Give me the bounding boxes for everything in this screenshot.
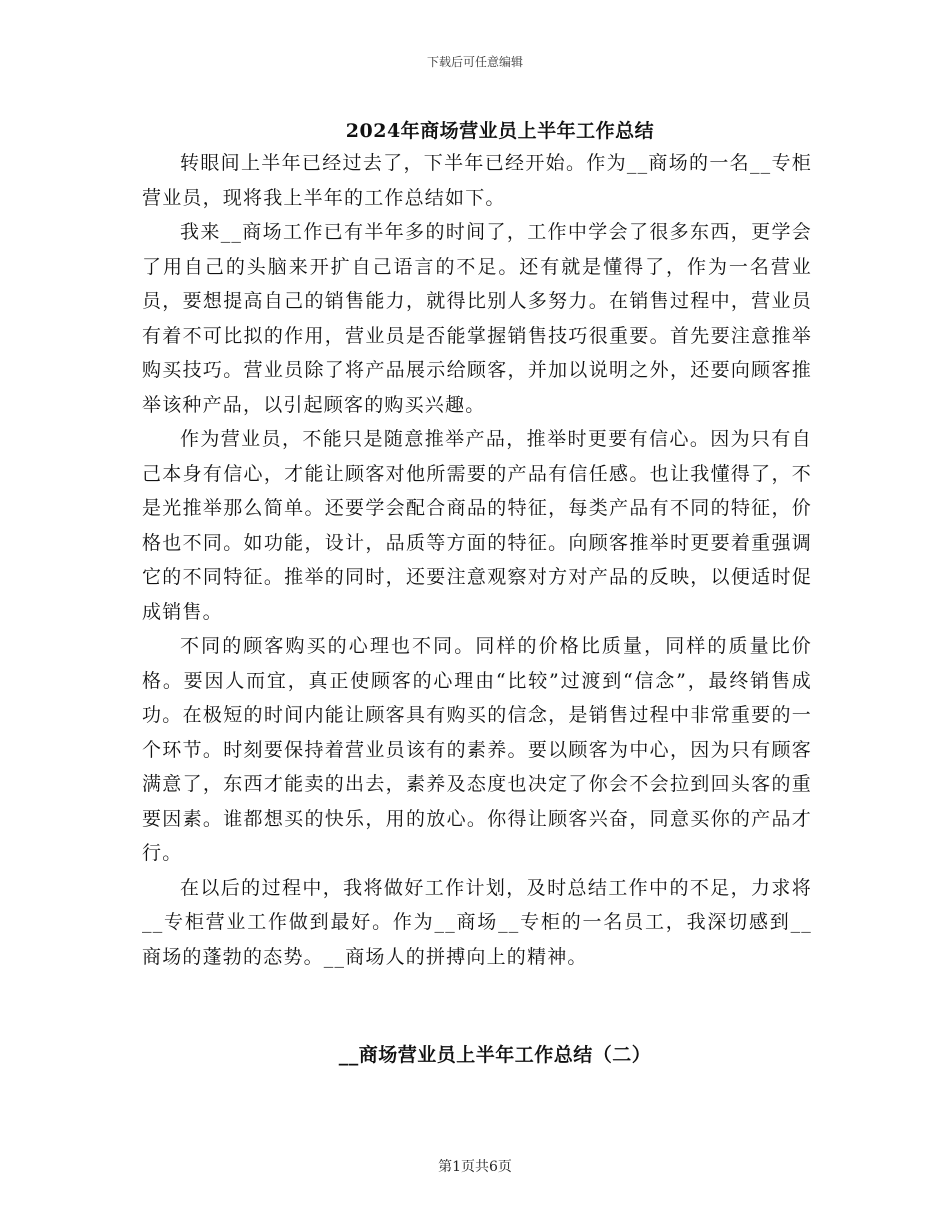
section-subtitle: __商场营业员上半年工作总结（二） <box>338 1044 652 1066</box>
document-body <box>142 146 812 974</box>
document-title: 2024年商场营业员上半年工作总结 <box>345 120 655 142</box>
header-note: 下载后可任意编辑 <box>426 55 523 69</box>
paragraph-customer-psychology: 不同的顾客购买的心理也不同。同样的价格比质量，同样的质量比价格。要因人而宜，真正使顾客的心理由“比较”过渡到“信念”，最终销售成功。在极短的时间内能让顾客具有购买的信念，是销售过程中非常重要的一个环节。时刻要保持着营业员该有的素养。要以顾客为中心，因为只有顾客满意了，东西才能卖的出去，素养及态度也决定了你会不会拉到回头客的重要因素。谁都想买的快乐，用的放心。你得让顾客兴奋，同意买你的产品才行。 <box>142 635 812 864</box>
paragraph-intro: 转眼间上半年已经过去了，下半年已经开始。作为__商场的一名__专柜营业员，现将我上半年的工作总结如下。 <box>142 152 812 209</box>
paragraph-confidence: 作为营业员，不能只是随意推举产品，推举时更要有信心。因为只有自己本身有信心，才能让顾客对他所需要的产品有信任感。也让我懂得了，不是光推举那么简单。还要学会配合商品的特征，每类产品有不同的特征，价格也不同。如功能，设计，品质等方面的特征。向顾客推举时更要着重强调它的不同特征。推举的同时，还要注意观察对方对产品的反映，以便适时促成销售。 <box>142 428 812 623</box>
page-number: 第1页共6页 <box>438 1159 512 1175</box>
paragraph-future-plan: 在以后的过程中，我将做好工作计划，及时总结工作中的不足，力求将__专柜营业工作做到最好。作为__商场__专柜的一名员工，我深切感到__商场的蓬勃的态势。__商场人的拼搏向上的精神。 <box>142 876 812 968</box>
paragraph-sales-skills: 我来__商场工作已有半年多的时间了，工作中学会了很多东西，更学会了用自己的头脑来开扩自己语言的不足。还有就是懂得了，作为一名营业员，要想提高自己的销售能力，就得比别人多努力。在销售过程中，营业员有着不可比拟的作用，营业员是否能掌握销售技巧很重要。首先要注意推举购买技巧。营业员除了将产品展示给顾客，并加以说明之外，还要向顾客推举该种产品，以引起顾客的购买兴趣。 <box>142 221 812 416</box>
